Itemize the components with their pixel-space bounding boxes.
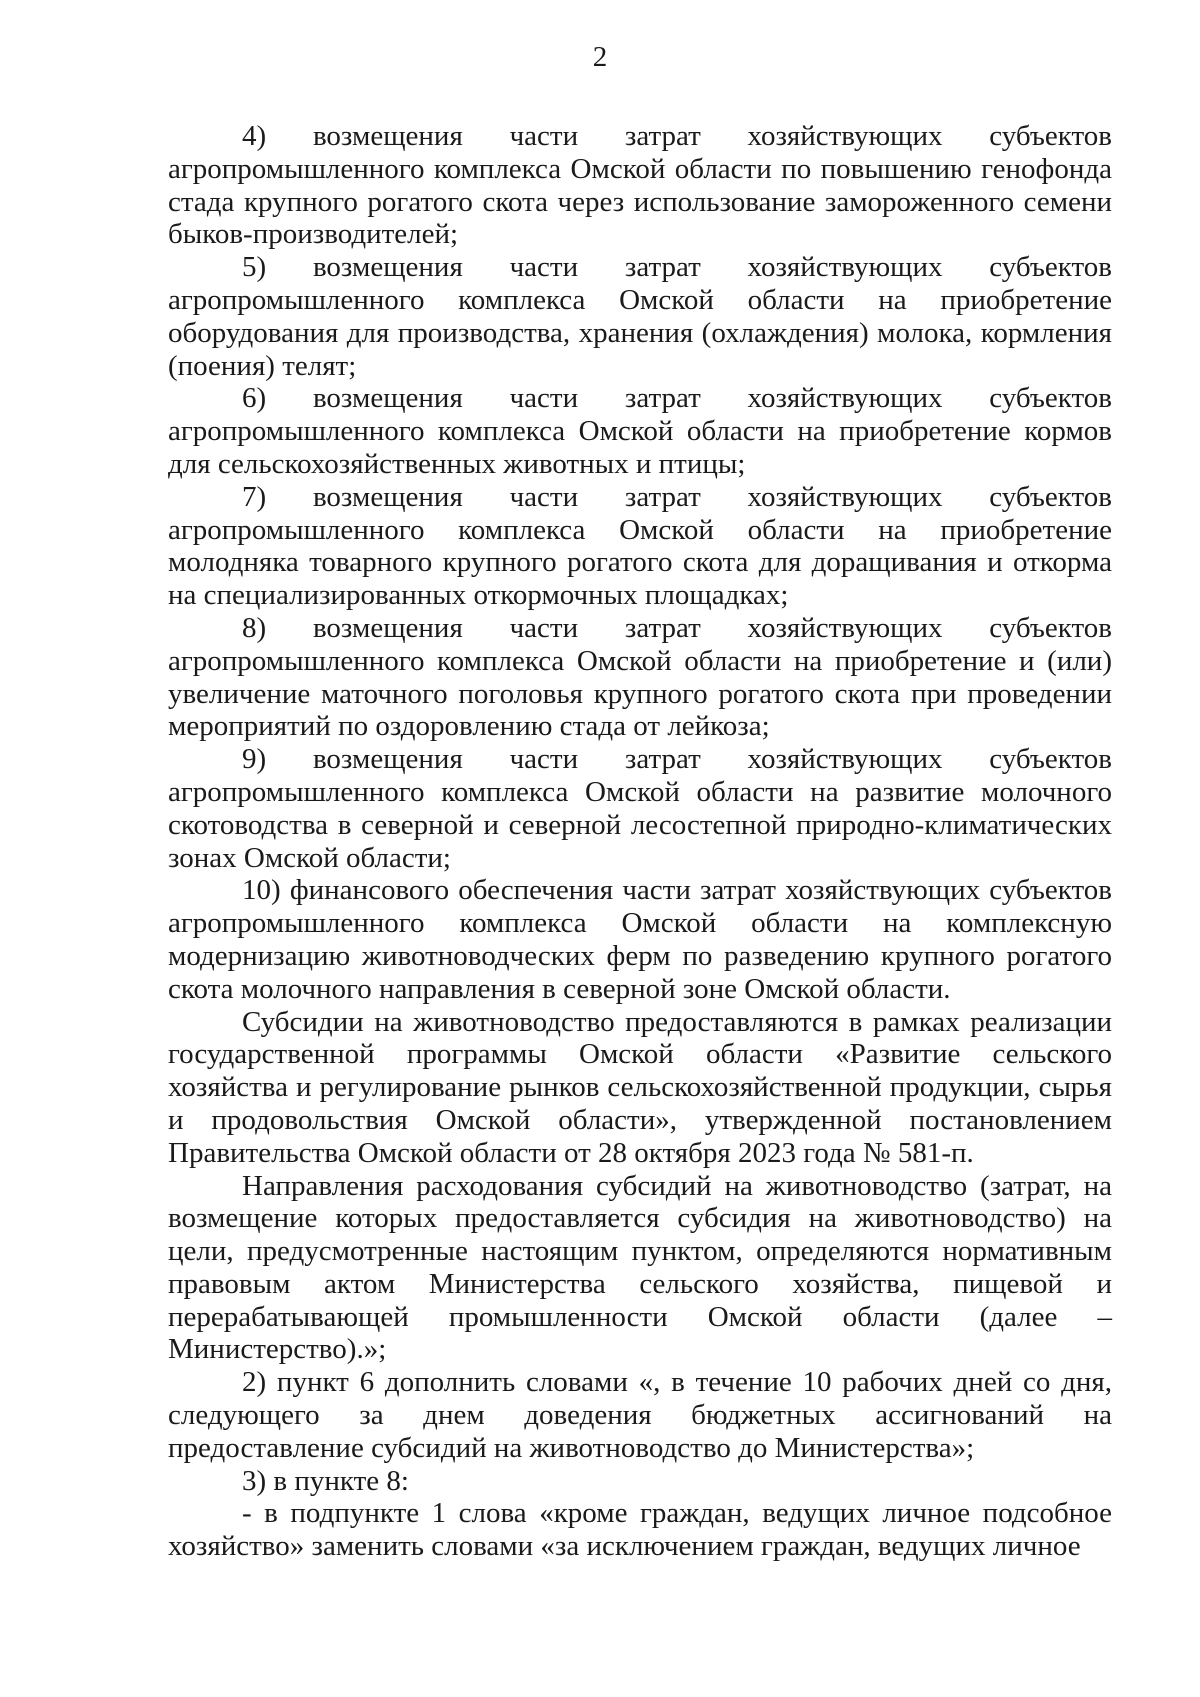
paragraph-amendment-3: 3) в пункте 8: bbox=[242, 1464, 409, 1497]
paragraph-subsidies: Субсидии на животноводство предоставляются в рамках реализации государственной программы Омской области «Развитие сельского хозяйства и регулирование рынков сельскохозяйственной продукции, сырья и продовольствия Омской области», утвержденной постановлением Правительства Омской области от 28 октября 2023 года № 581-п. bbox=[168, 1005, 1112, 1169]
paragraph-amendment-2: 2) пункт 6 дополнить словами «, в течение 10 рабочих дней со дня, следующего за днем доведения бюджетных ассигнований на предоставление субсидий на животноводство до Министерства»; bbox=[168, 1366, 1112, 1464]
document-body bbox=[168, 120, 1112, 1563]
paragraph-item-4: 4) возмещения части затрат хозяйствующих субъектов агропромышленного комплекса Омской области по повышению генофонда стада крупного рогатого скота через использование замороженного семени быков-производителей; bbox=[168, 120, 1112, 251]
paragraph-item-10: 10) финансового обеспечения части затрат хозяйствующих субъектов агропромышленного комплекса Омской области на комплексную модернизацию животноводческих ферм по разведению крупного рогатого скота молочного направления в северной зоне Омской области. bbox=[168, 874, 1112, 1005]
paragraph-item-8: 8) возмещения части затрат хозяйствующих субъектов агропромышленного комплекса Омской области на приобретение и (или) увеличение маточного поголовья крупного рогатого скота при проведении мероприятий по оздоровлению стада от лейкоза; bbox=[168, 611, 1112, 743]
page-number: 2 bbox=[592, 41, 608, 73]
paragraph-item-6: 6) возмещения части затрат хозяйствующих субъектов агропромышленного комплекса Омской области на приобретение кормов для сельскохозяйственных животных и птицы; bbox=[168, 382, 1112, 480]
paragraph-item-9: 9) возмещения части затрат хозяйствующих субъектов агропромышленного комплекса Омской области на развитие молочного скотоводства в северной и северной лесостепной природно-климатических зонах Омской области; bbox=[168, 743, 1112, 874]
paragraph-subpoint-1: - в подпункте 1 слова «кроме граждан, ведущих личное подсобное хозяйство» заменить словами «за исключением граждан, ведущих личное bbox=[168, 1497, 1112, 1563]
paragraph-expenditure-directions: Направления расходования субсидий на животноводство (затрат, на возмещение которых предоставляется субсидия на животноводство) на цели, предусмотренные настоящим пунктом, определяются нормативным правовым актом Министерства сельского хозяйства, пищевой и перерабатывающей промышленности Омской области (далее – Министерство).»; bbox=[168, 1169, 1112, 1366]
paragraph-item-7: 7) возмещения части затрат хозяйствующих субъектов агропромышленного комплекса Омской области на приобретение молодняка товарного крупного рогатого скота для доращивания и откорма на специализированных откормочных площадках; bbox=[168, 480, 1112, 612]
paragraph-item-5: 5) возмещения части затрат хозяйствующих субъектов агропромышленного комплекса Омской области на приобретение оборудования для производства, хранения (охлаждения) молока, кормления (поения) телят; bbox=[168, 251, 1112, 382]
